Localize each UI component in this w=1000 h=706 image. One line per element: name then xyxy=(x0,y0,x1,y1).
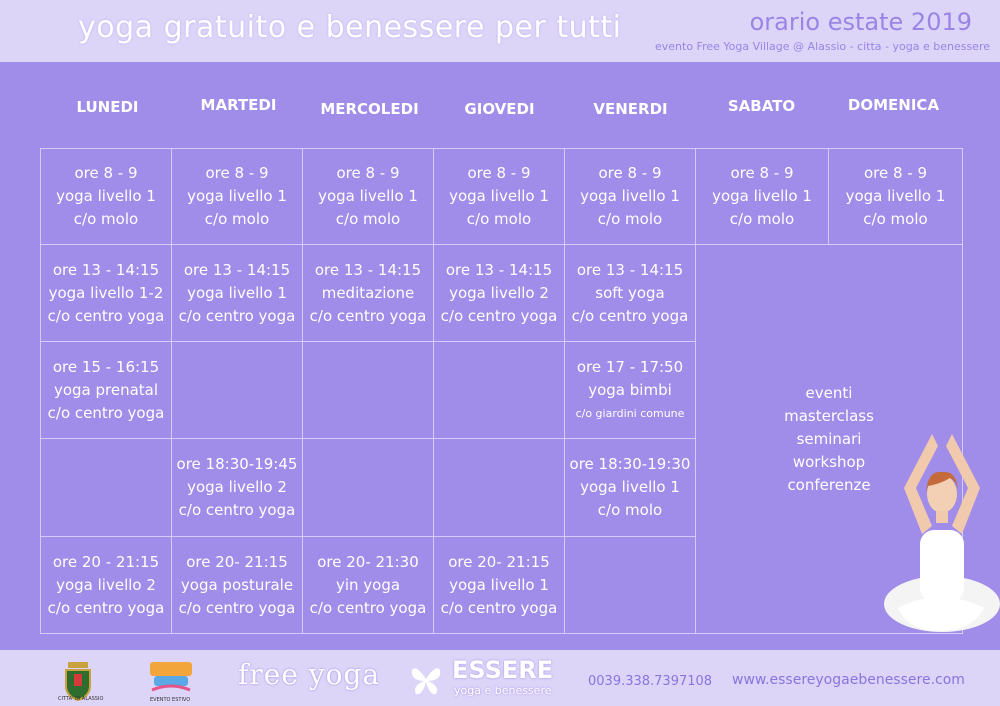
schedule-cell: ore 13 - 14:15 yoga livello 2 c/o centro yoga xyxy=(434,245,565,342)
schedule-cell: ore 13 - 14:15 yoga livello 1-2 c/o centro yoga xyxy=(41,245,172,342)
schedule-table xyxy=(40,148,963,634)
schedule-cell: ore 18:30-19:30 yoga livello 1 c/o molo xyxy=(565,439,696,537)
footer xyxy=(0,650,1000,706)
empty-cell xyxy=(303,439,434,537)
table-row xyxy=(41,245,963,342)
schedule-cell: ore 13 - 14:15 soft yoga c/o centro yoga xyxy=(565,245,696,342)
day-lunedi: LUNEDI xyxy=(76,98,139,116)
empty-cell xyxy=(172,342,303,439)
freeyoga-logo: free yoga xyxy=(238,658,381,691)
schedule-cell: ore 20- 21:15 yoga livello 1 c/o centro yoga xyxy=(434,537,565,634)
day-mercoledi: MERCOLEDI xyxy=(320,100,419,118)
schedule-cell: ore 13 - 14:15 meditazione c/o centro yoga xyxy=(303,245,434,342)
schedule-cell: ore 8 - 9 yoga livello 1 c/o molo xyxy=(303,149,434,245)
schedule-cell: ore 20- 21:15 yoga posturale c/o centro yoga xyxy=(172,537,303,634)
empty-cell xyxy=(434,342,565,439)
alassio-event-logo-icon xyxy=(146,656,196,696)
schedule-cell: ore 8 - 9 yoga livello 1 c/o molo xyxy=(696,149,829,245)
page-title: yoga gratuito e benessere per tutti xyxy=(78,10,622,45)
schedule-cell: ore 8 - 9 yoga livello 1 c/o molo xyxy=(41,149,172,245)
website-link[interactable]: www.essereyogaebenessere.com xyxy=(732,672,965,688)
schedule-cell: ore 8 - 9 yoga livello 1 c/o molo xyxy=(434,149,565,245)
phone-number: 0039.338.7397108 xyxy=(588,674,713,689)
event-type-item: seminari xyxy=(796,429,862,448)
day-headers xyxy=(40,96,970,126)
day-domenica: DOMENICA xyxy=(847,96,940,114)
schedule-cell: ore 20- 21:30 yin yoga c/o centro yoga xyxy=(303,537,434,634)
season-title: orario estate 2019 xyxy=(749,8,972,36)
butterfly-icon xyxy=(410,662,442,696)
day-sabato: SABATO xyxy=(727,97,796,115)
day-giovedi: GIOVEDI xyxy=(464,100,535,118)
event-subtitle: evento Free Yoga Village @ Alassio - citta - yoga e benessere xyxy=(655,40,990,53)
empty-cell xyxy=(434,439,565,537)
schedule-cell: ore 15 - 16:15 yoga prenatal c/o centro yoga xyxy=(41,342,172,439)
yogi-figure-icon xyxy=(880,426,1000,641)
empty-cell xyxy=(565,537,696,634)
schedule-cell: ore 8 - 9 yoga livello 1 c/o molo xyxy=(565,149,696,245)
event-label: EVENTO ESTIVO xyxy=(150,697,191,703)
event-type-item: conferenze xyxy=(787,475,871,494)
event-type-item: workshop xyxy=(792,452,866,471)
schedule-cell: ore 18:30-19:45 yoga livello 2 c/o centro yoga xyxy=(172,439,303,537)
schedule-cell: ore 8 - 9 yoga livello 1 c/o molo xyxy=(829,149,963,245)
header xyxy=(0,0,1000,62)
schedule-cell: ore 13 - 14:15 yoga livello 1 c/o centro yoga xyxy=(172,245,303,342)
empty-cell xyxy=(303,342,434,439)
table-row xyxy=(41,149,963,245)
schedule-cell: ore 20 - 21:15 yoga livello 2 c/o centro yoga xyxy=(41,537,172,634)
event-type-item: masterclass xyxy=(784,406,874,425)
crest-label: CITTA' DI ALASSIO xyxy=(58,696,104,702)
empty-cell xyxy=(41,439,172,537)
schedule-cell: ore 17 - 17:50 yoga bimbi c/o giardini comune xyxy=(565,342,696,439)
day-martedi: MARTEDI xyxy=(200,96,277,114)
day-venerdi: VENERDI xyxy=(593,100,668,118)
event-type-item: eventi xyxy=(805,383,853,402)
essere-subtitle: yoga e benessere xyxy=(454,684,552,697)
essere-logo: ESSERE xyxy=(452,656,554,684)
schedule-cell: ore 8 - 9 yoga livello 1 c/o molo xyxy=(172,149,303,245)
